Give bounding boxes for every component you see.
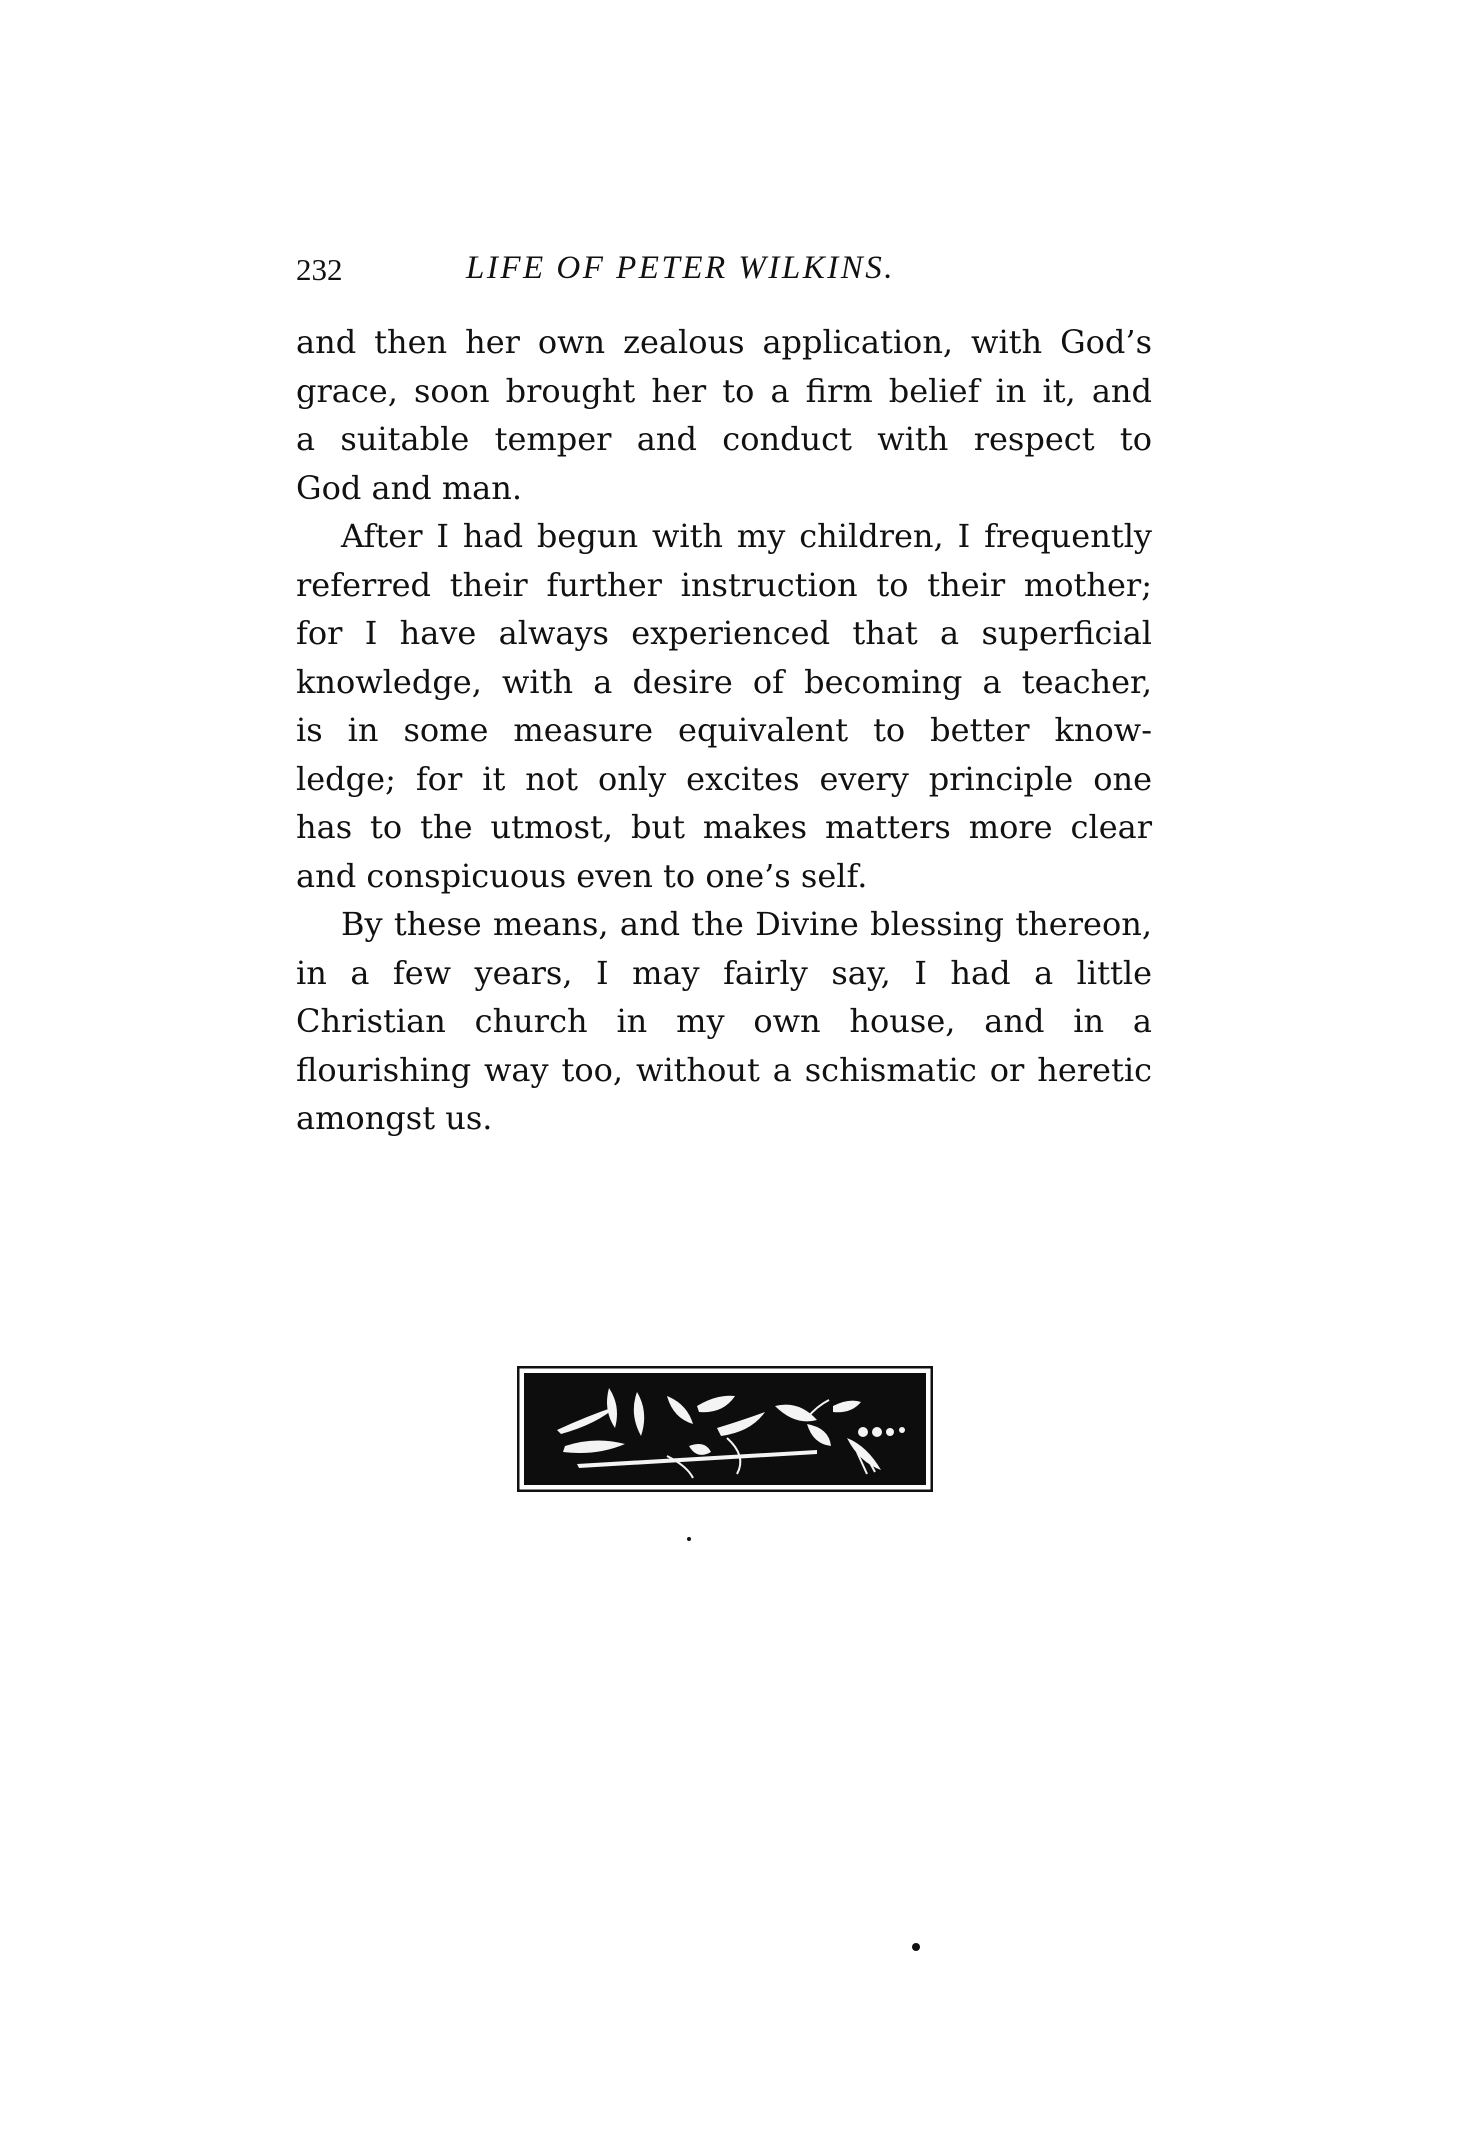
print-speck bbox=[687, 1537, 691, 1541]
text-line: in a few years, I may fairly say, I had a little bbox=[296, 953, 1152, 992]
running-title: LIFE OF PETER WILKINS. bbox=[466, 250, 895, 286]
text-line: has to the utmost, but makes matters more clear bbox=[296, 808, 1152, 846]
text-line: is in some measure equivalent to better know- bbox=[296, 711, 1152, 749]
text-line: Christian church in my own house, and in a bbox=[296, 1002, 1152, 1040]
text-line: grace, soon brought her to a firm belief in it, and bbox=[296, 371, 1152, 410]
text-line: amongst us. bbox=[296, 1099, 493, 1137]
floral-tailpiece-ornament bbox=[517, 1366, 933, 1492]
text-line: a suitable temper and conduct with respect to bbox=[296, 420, 1152, 458]
paragraph-3 bbox=[296, 900, 1152, 1143]
text-line: and conspicuous even to one’s self. bbox=[296, 856, 868, 895]
page-header bbox=[296, 250, 1152, 300]
paragraph-1 bbox=[296, 318, 1152, 512]
text-line: By these means, and the Divine blessing thereon, bbox=[341, 905, 1152, 943]
text-line: After I had begun with my children, I frequently bbox=[341, 517, 1152, 555]
print-speck bbox=[912, 1943, 920, 1951]
text-line: for I have always experienced that a superficial bbox=[296, 614, 1152, 652]
body-text bbox=[296, 318, 1152, 1143]
paragraph-2 bbox=[296, 512, 1152, 900]
text-line: flourishing way too, without a schismatic or heretic bbox=[296, 1050, 1152, 1089]
text-line: God and man. bbox=[296, 468, 523, 507]
text-line: referred their further instruction to their mother; bbox=[296, 565, 1152, 604]
text-line: knowledge, with a desire of becoming a teacher, bbox=[296, 662, 1152, 701]
page-number: 232 bbox=[296, 252, 343, 287]
text-line: ledge; for it not only excites every principle one bbox=[296, 759, 1152, 798]
text-line: and then her own zealous application, with God’s bbox=[296, 323, 1152, 361]
